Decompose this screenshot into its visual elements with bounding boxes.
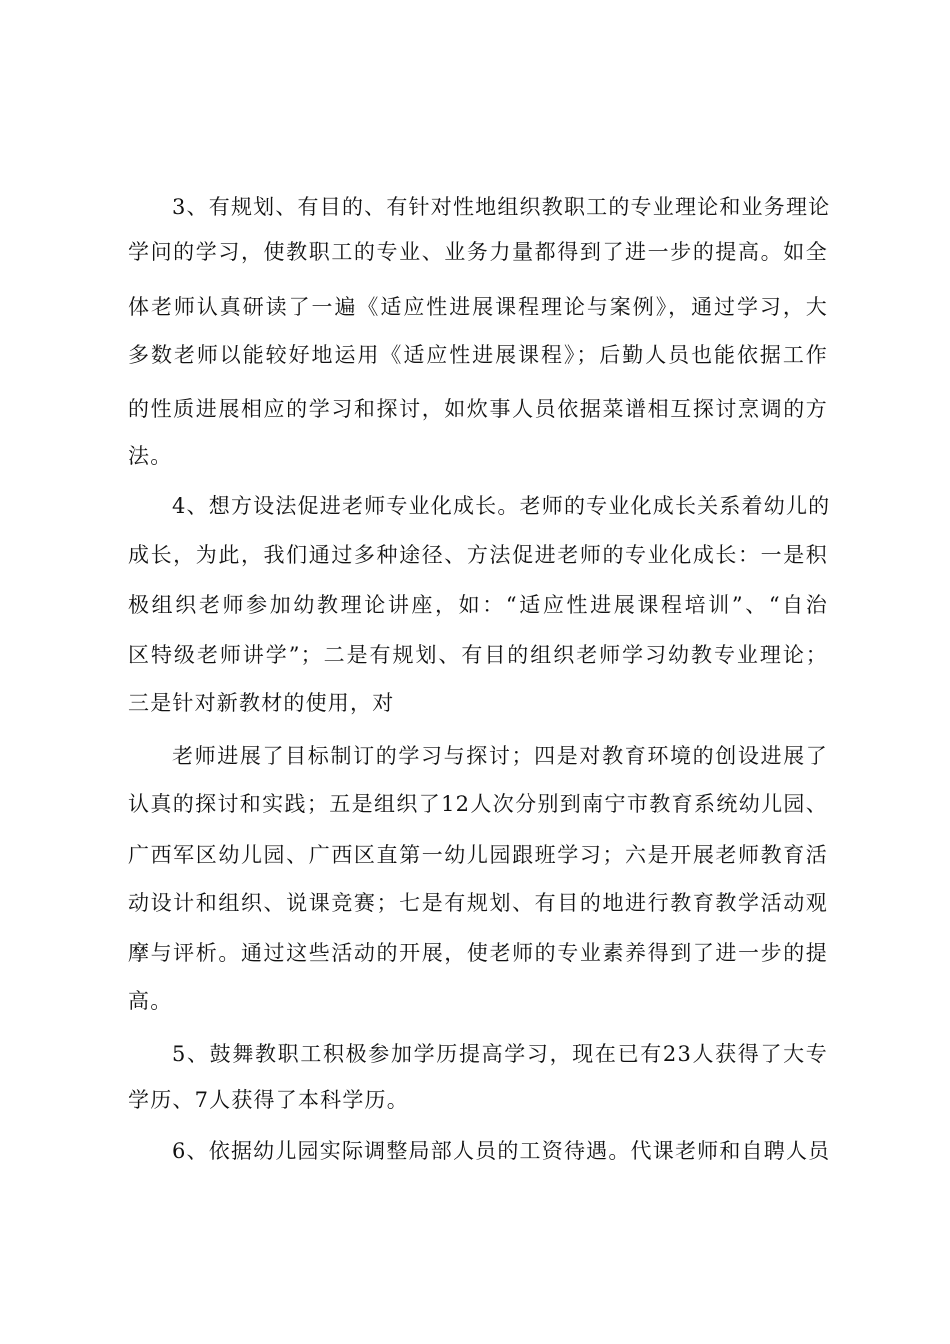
text-line: 多数老师以能较好地运用《适应性进展课程》；后勤人员也能依据工作: [128, 343, 828, 367]
text-line: 摩与评析。通过这些活动的开展，使老师的专业素养得到了进一步的提: [128, 941, 828, 965]
text-line: 学问的学习，使教职工的专业、业务力量都得到了进一步的提高。如全: [128, 240, 828, 264]
text-line: 学历、7人获得了本科学历。: [128, 1088, 409, 1112]
text-line: 老师进展了目标制订的学习与探讨；四是对教育环境的创设进展了: [172, 744, 828, 768]
text-line: 的性质进展相应的学习和探讨，如炊事人员依据菜谱相互探讨烹调的方: [128, 397, 828, 421]
text-line: 5、鼓舞教职工积极参加学历提高学习，现在已有23人获得了大专: [172, 1042, 828, 1066]
text-line: 法。: [128, 444, 173, 468]
text-line: 体老师认真研读了一遍《适应性进展课程理论与案例》，通过学习，大: [128, 295, 828, 319]
text-line: 3、有规划、有目的、有针对性地组织教职工的专业理论和业务理论: [172, 195, 831, 219]
text-line: 4、想方设法促进老师专业化成长。老师的专业化成长关系着幼儿的: [172, 494, 831, 518]
text-line: 高。: [128, 989, 173, 1013]
text-line: 三是针对新教材的使用，对: [128, 691, 395, 715]
text-line: 区特级老师讲学”；二是有规划、有目的组织老师学习幼教专业理论；: [128, 643, 828, 667]
text-line: 广西军区幼儿园、广西区直第一幼儿园跟班学习；六是开展老师教育活: [128, 843, 828, 867]
text-line: 成长，为此，我们通过多种途径、方法促进老师的专业化成长：一是积: [128, 543, 828, 567]
text-line: 认真的探讨和实践；五是组织了12人次分别到南宁市教育系统幼儿园、: [128, 792, 828, 816]
text-line: 6、依据幼儿园实际调整局部人员的工资待遇。代课老师和自聘人员: [172, 1139, 831, 1163]
text-line: 极组织老师参加幼教理论讲座，如：“适应性进展课程培训”、“自治: [128, 593, 828, 617]
text-line: 动设计和组织、说课竞赛；七是有规划、有目的地进行教育教学活动观: [128, 891, 828, 915]
